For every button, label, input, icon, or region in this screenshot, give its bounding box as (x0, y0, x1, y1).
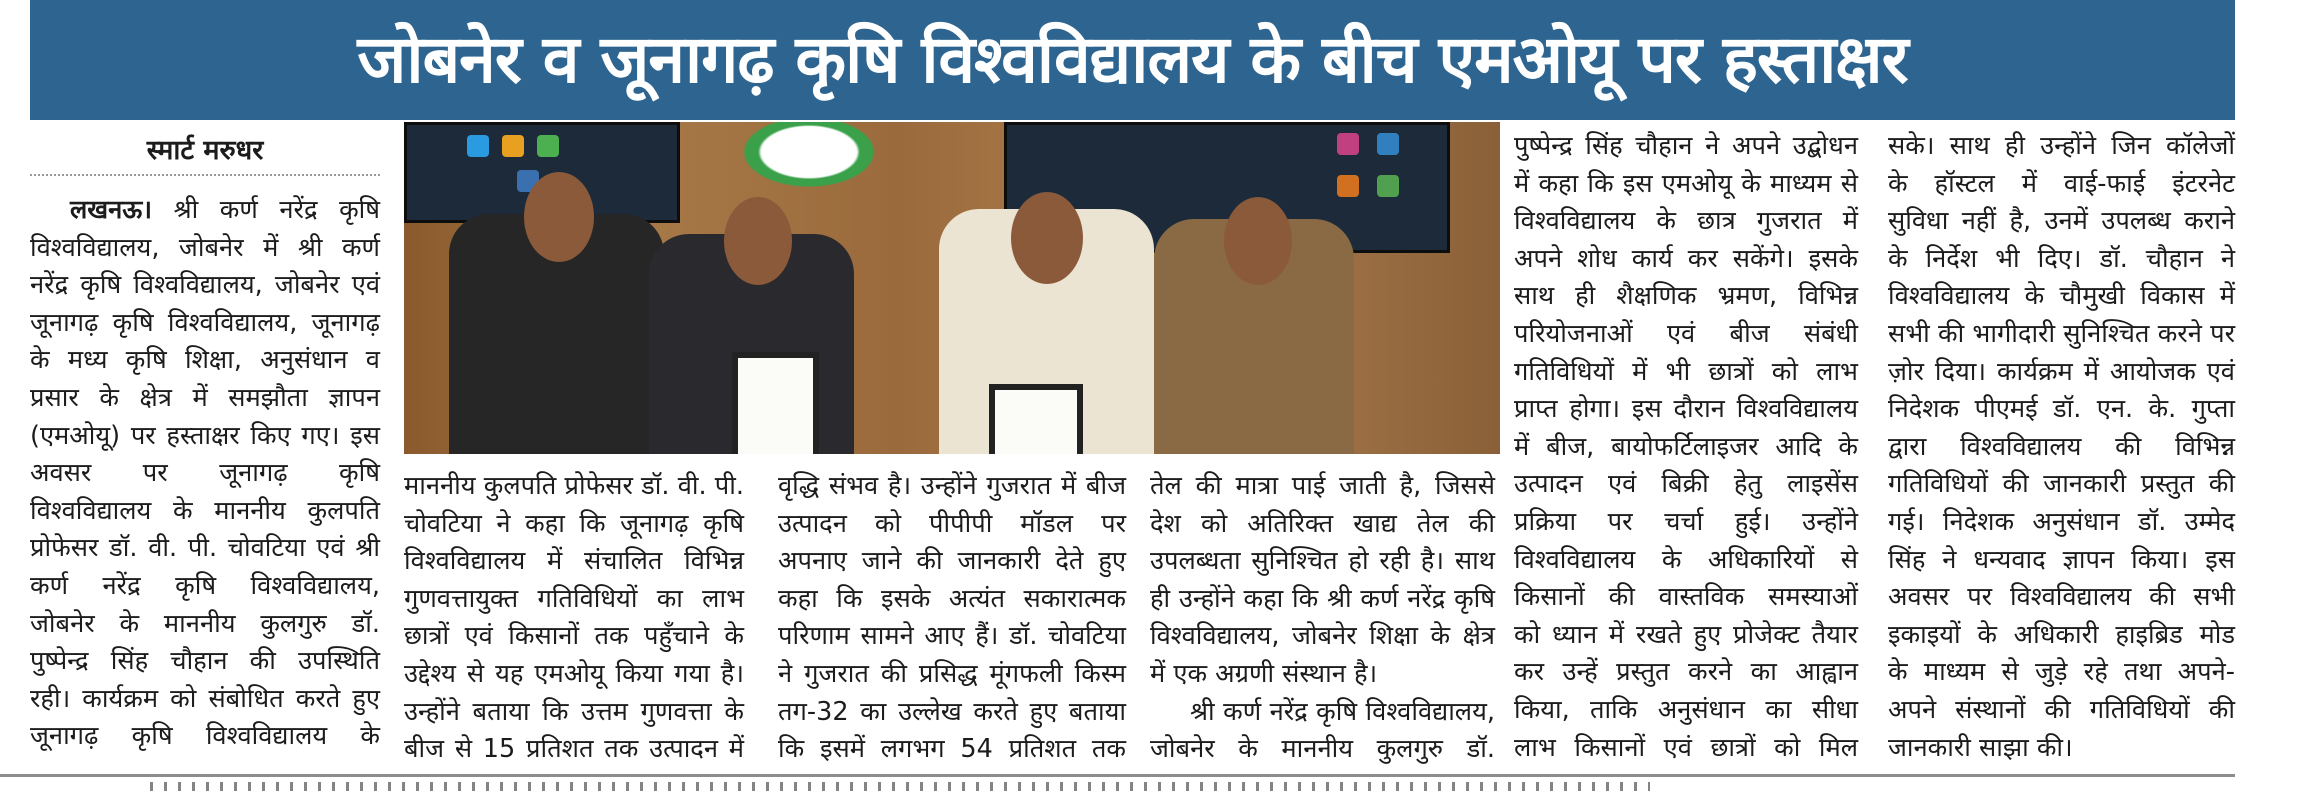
bottom-divider (0, 774, 2235, 777)
paragraph: लखनऊ। श्री कर्ण नरेंद्र कृषि (70, 195, 381, 225)
article-column-3: वृद्धि संभव है। उन्होंने गुजरात में बीज उत्पादन को पीपीपी मॉडल पर अपनाए जाने की जानकारी देते हुए कहा कि इसके अत्यंत सकारात्मक परिणाम सामने आए हैं। डॉ. चोवटिया ने गुजरात की प्रसिद्ध मूंगफली किस्म तग-32 का उल्लेख करते हुए बताया कि इसमें लगभग 54 प्रतिशत तक (778, 471, 1126, 765)
article-column-6: सके। साथ ही उन्होंने जिन कॉलेजों के हॉस्टल में वाई-फाई इंटरनेट सुविधा नहीं है, उनमें उपलब्ध कराने के निर्देश भी दिए। डॉ. चौहान ने विश्वविद्यालय के चौमुखी विकास में सभी की भागीदारी सुनिश्चित करने पर ज़ोर दिया। कार्यक्रम में आयोजक एवं निदेशक पीएमई डॉ. एन. के. गुप्ता द्वारा विश्वविद्यालय की विभिन्न गतिविधियों की जानकारी प्रस्तुत की गई। निदेशक अनुसंधान डॉ. उम्मेद सिंह ने धन्यवाद ज्ञापन किया। इस अवसर पर विश्वविद्यालय की सभी इकाइयों के अधिकारी हाइब्रिड मोड के माध्यम से जुड़े रहे तथा अपने- अपने संस्थानों की गतिविधियों की जानकारी साझा की। (1888, 131, 2235, 763)
mou-document-2 (989, 384, 1083, 454)
byline: स्मार्ट मरुधर (146, 135, 264, 166)
mou-document-1 (732, 352, 819, 454)
article-column-2: माननीय कुलपति प्रोफेसर डॉ. वी. पी. चोवटिया ने कहा कि जूनागढ़ कृषि विश्वविद्यालय में संचालित विभिन्न गुणवत्तायुक्त गतिविधियों का लाभ छात्रों एवं किसानों तक पहुँचाने के उद्देश्य से यह एमओयू किया गया है। उन्होंने बताया कि उत्तम गुणवत्ता के बीज से 15 प्रतिशत तक उत्पादन में (404, 471, 744, 765)
university-emblem (734, 122, 884, 192)
byline-divider (30, 174, 380, 176)
news-photo (404, 122, 1500, 454)
headline: जोबनेर व जूनागढ़ कृषि विश्वविद्यालय के बीच एमओयू पर हस्ताक्षर (357, 21, 1908, 98)
headline-band (30, 0, 2235, 120)
article-column-1: लखनऊ। श्री कर्ण नरेंद्र कृषि विश्वविद्यालय, जोबनेर में श्री कर्ण नरेंद्र कृषि विश्वविद्यालय, जोबनेर एवं जूनागढ़ कृषि विश्वविद्यालय, जूनागढ़ के मध्य कृषि शिक्षा, अनुसंधान व प्रसार के क्षेत्र में समझौता ज्ञापन (एमओयू) पर हस्ताक्षर किए गए। इस अवसर पर जूनागढ़ कृषि विश्वविद्यालय के माननीय कुलपति प्रोफेसर डॉ. वी. पी. चोवटिया एवं श्री कर्ण नरेंद्र कृषि विश्वविद्यालय, जोबनेर के माननीय कुलगुरु डॉ. पुष्पेन्द्र सिंह चौहान की उपस्थिति रही। कार्यक्रम को संबोधित करते हुए जूनागढ़ कृषि विश्वविद्यालय के (30, 192, 380, 756)
dateline: लखनऊ। (70, 195, 152, 225)
article-column-5: पुष्पेन्द्र सिंह चौहान ने अपने उद्बोधन में कहा कि इस एमओयू के माध्यम से विश्वविद्यालय के छात्र गुजरात में अपने शोध कार्य कर सकेंगे। इसके साथ ही शैक्षणिक भ्रमण, विभिन्न परियोजनाओं एवं बीज संबंधी गतिविधियों में भी छात्रों को लाभ प्राप्त होगा। इस दौरान विश्वविद्यालय में बीज, बायोफर्टिलाइजर आदि के उत्पादन एवं बिक्री हेतु लाइसेंस प्रक्रिया पर चर्चा हुई। उन्होंने विश्वविद्यालय के अधिकारियों से किसानों की वास्तविक समस्याओं को ध्यान में रखते हुए प्रोजेक्ट तैयार कर उन्हें प्रस्तुत करने का आह्वान किया, ताकि अनुसंधान का सीधा लाभ किसानों एवं छात्रों को मिल (1514, 131, 1858, 763)
cropped-next-article-text (150, 782, 1650, 791)
article-column-4: तेल की मात्रा पाई जाती है, जिससे देश को अतिरिक्त खाद्य तेल की उपलब्धता सुनिश्चित हो रही है। साथ ही उन्होंने कहा कि श्री कर्ण नरेंद्र कृषि विश्वविद्यालय, जोबनेर शिक्षा के क्षेत्र में एक अग्रणी संस्थान है। श्री कर्ण नरेंद्र कृषि विश्वविद्यालय, जोबनेर के माननीय कुलगुरु डॉ. (1150, 471, 1495, 765)
